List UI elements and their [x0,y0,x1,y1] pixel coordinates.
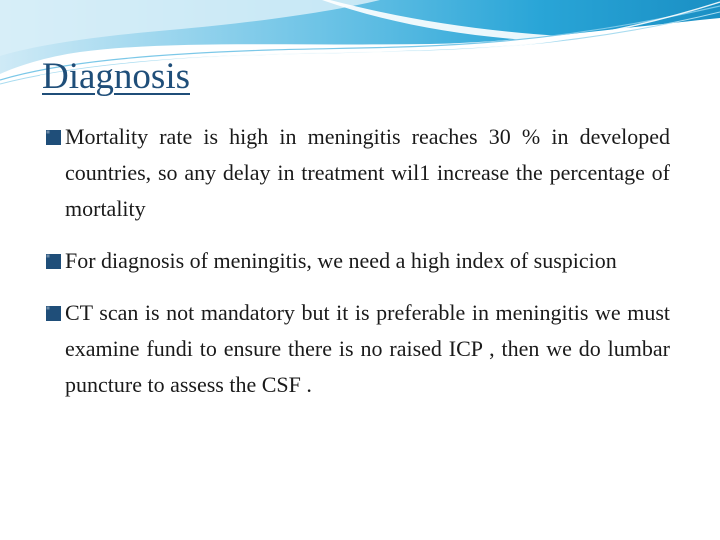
square-bullet-icon [45,253,62,270]
list-item [45,119,670,227]
bullet-text: CT scan is not mandatory but it is preferable in meningitis we must examine fundi to ensure there is no raised ICP , then we do lumbar puncture to assess the CSF . [65,300,670,397]
square-bullet-icon [45,305,62,322]
list-item [45,295,670,403]
page-title: Diagnosis [42,56,190,97]
bullet-list [45,119,670,403]
list-item [45,243,670,279]
bullet-text: Mortality rate is high in meningitis reaches 30 % in developed countries, so any delay in treatment wil1 increase the percentage of mortality [65,124,670,221]
bullet-text: For diagnosis of meningitis, we need a high index of suspicion [65,248,617,273]
square-bullet-icon [45,129,62,146]
